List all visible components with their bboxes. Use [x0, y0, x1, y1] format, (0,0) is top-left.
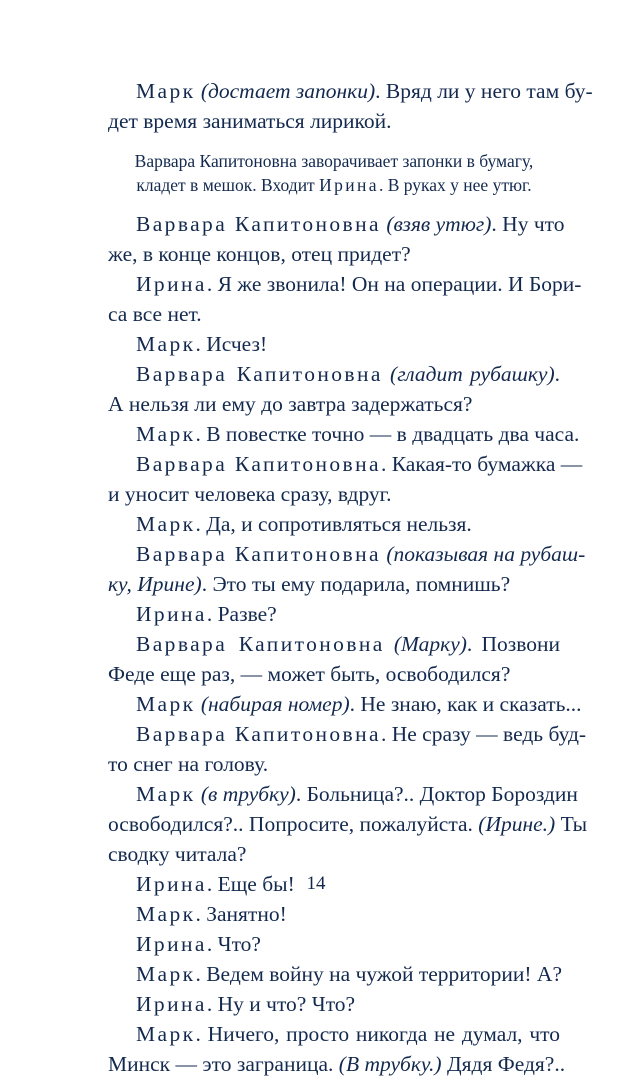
text-line: Ирина. Я же звонила! Он на операции. И Бори-	[136, 272, 582, 296]
text-line: Варвара Капитоновна (гладит рубашку).	[136, 362, 560, 386]
text-line: Марк. Ничего, просто никогда не думал, что	[136, 1022, 560, 1046]
page-number: 14	[306, 873, 326, 894]
speaker-name: Ирина	[136, 932, 207, 956]
text-line: Варвара Капитоновна (Марку). Позвони	[136, 632, 560, 656]
speaker-name: Ирина	[136, 992, 207, 1016]
text-line: Варвара Капитоновна. Не сразу — ведь буд-	[136, 722, 587, 746]
stage-direction: (достает запонки)	[200, 79, 376, 103]
text-line: ку, Ирине). Это ты ему подарила, помнишь?	[108, 572, 511, 596]
speaker-name: Марк	[136, 692, 196, 716]
stage-direction-block	[108, 149, 560, 197]
stage-direction: (набирая номер)	[200, 692, 350, 716]
text-line: Варвара Капитоновна. Какая-то бумажка —	[136, 452, 583, 476]
text-line: Марк (набирая номер). Не знаю, как и сказать...	[136, 692, 582, 716]
text-line: А нельзя ли ему до завтра задержаться?	[108, 392, 473, 416]
text-line: Минск — это заграница. (В трубку.) Дядя Федя?..	[108, 1052, 566, 1076]
speaker-name: Марк	[136, 512, 196, 536]
text-line: Ирина. Что?	[136, 932, 261, 956]
text-line: Варвара Капитоновна заворачивает запонки в бумагу,	[134, 151, 534, 171]
speaker-name: Ирина	[136, 272, 207, 296]
text-line: Ирина. Еще бы!	[136, 872, 295, 896]
speaker-name: Ирина	[136, 872, 207, 896]
text-line: Марк. Ведем войну на чужой территории! А?	[136, 962, 562, 986]
speaker-name: Варвара Капитоновна	[136, 542, 381, 566]
stage-direction: (В трубку.)	[338, 1052, 442, 1076]
text-line: Марк. В повестке точно — в двадцать два часа.	[136, 422, 580, 446]
speaker-name: Варвара Капитоновна	[136, 452, 381, 476]
stage-direction: (в трубку)	[200, 782, 296, 806]
speaker-name: Марк	[136, 422, 196, 446]
text-line: сводку читала?	[108, 842, 247, 866]
stage-direction: (показывая на рубаш-	[386, 542, 586, 566]
stage-direction: (гладит рубашку)	[390, 362, 555, 386]
speaker-name: Варвара Капитоновна	[136, 362, 383, 386]
text-line: освободился?.. Попросите, пожалуйста. (Ирине.) Ты	[108, 812, 588, 836]
text-line: кладет в мешок. Входит Ирина. В руках у нее утюг.	[136, 175, 532, 195]
text-line: Марк (достает запонки). Вряд ли у него там бу-	[136, 79, 593, 103]
text-line: Варвара Капитоновна (взяв утюг). Ну что	[136, 212, 565, 236]
text-line: и уносит человека сразу, вдруг.	[108, 482, 392, 506]
text-line: Феде еще раз, — может быть, освободился?	[108, 662, 511, 686]
text-line: Ирина. Ну и что? Что?	[136, 992, 356, 1016]
text-line	[108, 539, 586, 569]
text-column	[108, 76, 593, 1079]
speaker-name: Варвара Капитоновна	[136, 212, 381, 236]
stage-direction: (взяв утюг)	[386, 212, 492, 236]
speaker-name: Марк	[136, 962, 196, 986]
speaker-name: Марк	[136, 782, 196, 806]
speaker-name: Марк	[136, 332, 196, 356]
speaker-name: Варвара Капитоновна	[136, 722, 381, 746]
text-line: Марк (в трубку). Больница?.. Доктор Бороздин	[136, 782, 578, 806]
text-line: Марк. Да, и сопротивляться нельзя.	[136, 512, 472, 536]
speaker-name: Варвара Капитоновна	[136, 632, 385, 656]
speaker-name: Марк	[136, 1022, 196, 1046]
speaker-name: Ирина	[319, 175, 379, 195]
text-line: са все нет.	[108, 302, 202, 326]
speaker-name: Ирина	[136, 602, 207, 626]
stage-direction: (Марку)	[393, 632, 467, 656]
text-line: Ирина. Разве?	[136, 602, 277, 626]
stage-direction: (Ирине.)	[478, 812, 556, 836]
text-line: дет время заниматься лирикой.	[108, 109, 392, 133]
stage-direction: ку, Ирине)	[108, 572, 202, 596]
speaker-name: Марк	[136, 902, 196, 926]
speaker-name: Марк	[136, 79, 196, 103]
text-line: то снег на голову.	[108, 752, 269, 776]
text-line: Марк. Занятно!	[136, 902, 287, 926]
text-line: Марк. Исчез!	[136, 332, 268, 356]
text-line: же, в конце концов, отец придет?	[108, 242, 411, 266]
